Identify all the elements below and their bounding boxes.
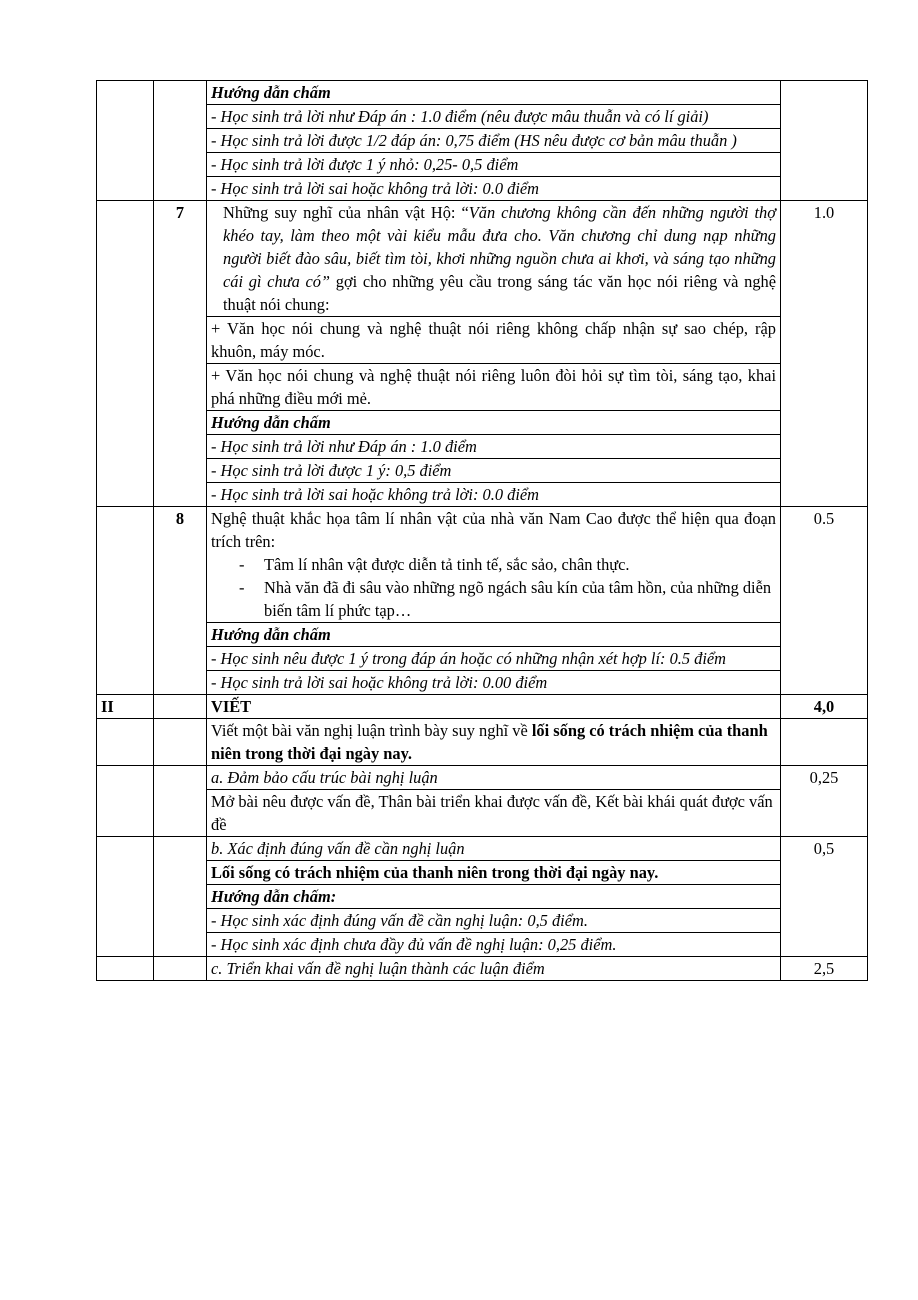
answer-bullets [207, 553, 780, 623]
criterion-title: c. Triển khai vấn đề nghị luận thành các luận điểm [207, 957, 781, 981]
cell-number [154, 81, 207, 201]
guide-line: - Học sinh trả lời như Đáp án : 1.0 điểm [207, 435, 780, 459]
question-intro [207, 201, 780, 317]
guide-line: - Học sinh trả lời như Đáp án : 1.0 điểm (nêu được mâu thuẫn và có lí giải) [207, 105, 780, 129]
table-row-criterion-b [97, 837, 868, 957]
table-row-part2 [97, 695, 868, 719]
guide-line: - Học sinh xác định chưa đầy đủ vấn đề nghị luận: 0,25 điểm. [211, 935, 617, 954]
cell-content [207, 81, 781, 201]
cell-part [97, 81, 154, 201]
score: 2,5 [781, 957, 868, 981]
guide-line: - Học sinh trả lời sai hoặc không trả lời: 0.00 điểm [211, 673, 548, 692]
guide-title: Hướng dẫn chấm [207, 411, 780, 435]
cell-number [154, 957, 207, 981]
cell-content [207, 507, 781, 695]
intro-prefix: Những suy nghĩ của nhân vật Hộ: “ [223, 203, 469, 222]
cell-part [97, 766, 154, 837]
part-title: VIẾT [207, 695, 781, 719]
criterion-title: a. Đảm bảo cấu trúc bài nghị luận [207, 766, 780, 790]
grading-table [96, 80, 868, 981]
table-row-q8 [97, 507, 868, 695]
part-roman: II [97, 695, 154, 719]
table-row-criterion-c [97, 957, 868, 981]
cell-score [781, 81, 868, 201]
score: 0,25 [781, 766, 868, 837]
guide-line: - Học sinh nêu được 1 ý trong đáp án hoặc có những nhận xét hợp lí: 0.5 điểm [207, 647, 780, 671]
guide-line: - Học sinh trả lời được 1/2 đáp án: 0,75 điểm (HS nêu được cơ bản mâu thuẫn ) [207, 129, 780, 153]
table-row-q6-guide [97, 81, 868, 201]
cell-part [97, 837, 154, 957]
guide-title: Hướng dẫn chấm [207, 81, 780, 105]
prompt-topic: lối sống có trách nhiệm của thanh niên trong thời đại ngày nay. [211, 721, 768, 763]
list-item: - Tâm lí nhân vật được diễn tả tinh tế, sắc sảo, chân thực. [235, 553, 776, 576]
cell-number [154, 719, 207, 766]
cell-content [207, 837, 781, 957]
cell-number [154, 695, 207, 719]
answer-point: + Văn học nói chung và nghệ thuật nói riêng không chấp nhận sự sao chép, rập khuôn, máy móc. [207, 317, 780, 364]
score: 0.5 [781, 507, 868, 695]
score: 4,0 [781, 695, 868, 719]
question-number: 7 [154, 201, 207, 507]
table-row-prompt [97, 719, 868, 766]
answer-point: + Văn học nói chung và nghệ thuật nói riêng luôn đòi hỏi sự tìm tòi, sáng tạo, khai phá những điều mới mẻ. [207, 364, 780, 411]
guide-line: - Học sinh trả lời được 1 ý: 0,5 điểm [207, 459, 780, 483]
intro-suffix: gợi cho những yêu cầu trong sáng tác văn học nói riêng và nghệ thuật nói chung: [223, 272, 776, 314]
question-intro: Nghệ thuật khắc họa tâm lí nhân vật của nhà văn Nam Cao được thể hiện qua đoạn trích trên: [211, 509, 776, 551]
criterion-title: b. Xác định đúng vấn đề cần nghị luận [207, 837, 780, 861]
cell-part [97, 957, 154, 981]
question-number: 8 [154, 507, 207, 695]
cell-content [207, 766, 781, 837]
criterion-statement: Lối sống có trách nhiệm của thanh niên trong thời đại ngày nay. [207, 861, 780, 885]
score: 1.0 [781, 201, 868, 507]
cell-part [97, 719, 154, 766]
cell-part [97, 201, 154, 507]
table-row-criterion-a [97, 766, 868, 837]
criterion-body: Mở bài nêu được vấn đề, Thân bài triển khai được vấn đề, Kết bài khái quát được vấn đề [211, 792, 773, 834]
guide-line: - Học sinh trả lời sai hoặc không trả lời: 0.0 điểm [211, 485, 539, 504]
prompt-prefix: Viết một bài văn nghị luận trình bày suy nghĩ về [211, 721, 532, 740]
score: 0,5 [781, 837, 868, 957]
guide-title: Hướng dẫn chấm: [207, 885, 780, 909]
guide-line: - Học sinh trả lời sai hoặc không trả lời: 0.0 điểm [211, 179, 539, 198]
table-row-q7 [97, 201, 868, 507]
guide-title: Hướng dẫn chấm [207, 623, 780, 647]
cell-score [781, 719, 868, 766]
quote-text: Văn chương không cần đến những người thợ khéo tay, làm theo một vài kiểu mẫu đưa cho. Văn chương chỉ dung nạp những người biết đào sâu, biết tìm tòi, khơi những nguồn chưa ai khơi, và sáng tạo những cái gì chưa có” [223, 203, 777, 291]
list-item: - Nhà văn đã đi sâu vào những ngõ ngách sâu kín của tâm hồn, của những diễn biến tâm lí phức tạp… [235, 576, 776, 622]
guide-line: - Học sinh trả lời được 1 ý nhỏ: 0,25- 0,5 điểm [207, 153, 780, 177]
cell-part [97, 507, 154, 695]
cell-number [154, 766, 207, 837]
cell-content [207, 201, 781, 507]
guide-line: - Học sinh xác định đúng vấn đề cần nghị luận: 0,5 điểm. [207, 909, 780, 933]
writing-prompt [207, 719, 781, 766]
cell-number [154, 837, 207, 957]
